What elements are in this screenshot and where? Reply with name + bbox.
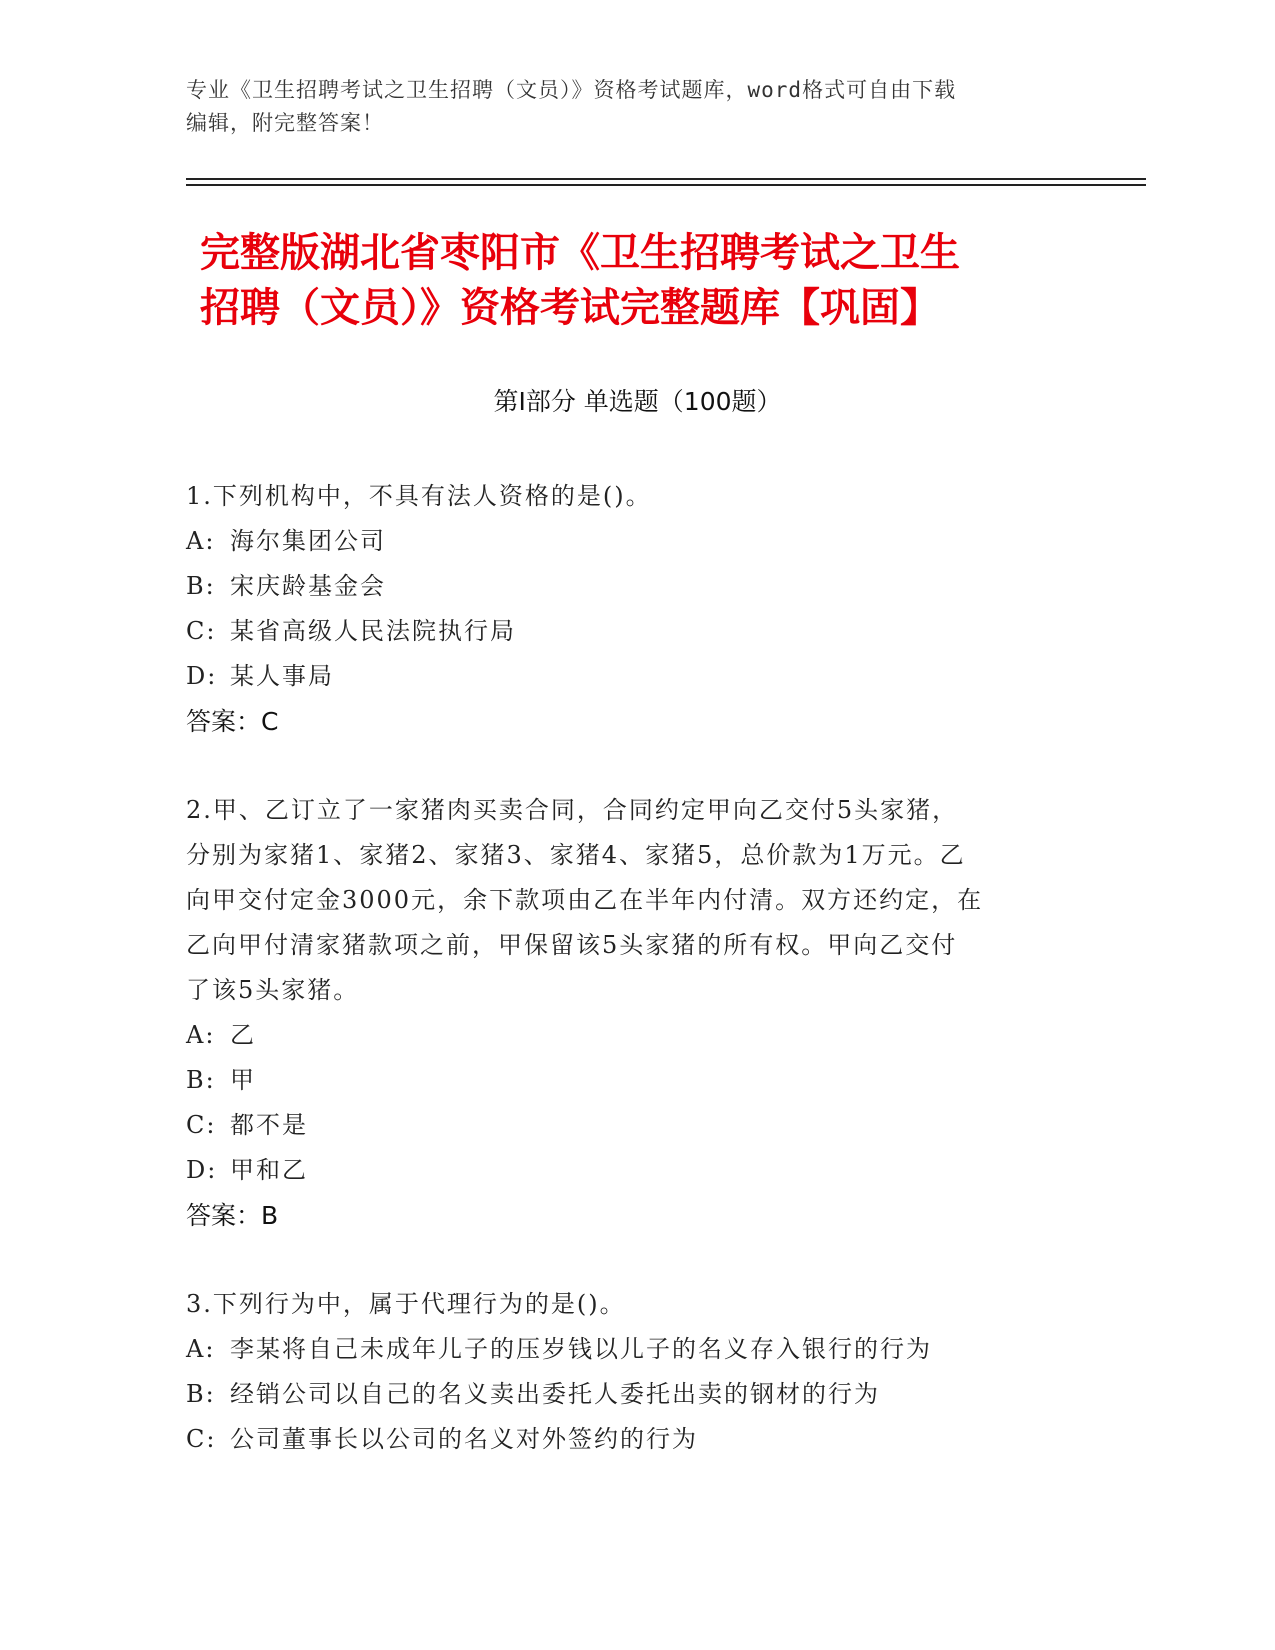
option-text: 公司董事长以公司的名义对外签约的行为 <box>230 1425 698 1453</box>
option-text: 甲和乙 <box>230 1156 308 1184</box>
header-divider-bottom <box>186 184 1146 186</box>
option-text: 某人事局 <box>230 662 334 690</box>
header-note <box>186 74 1086 140</box>
option-text: 李某将自己未成年儿子的压岁钱以儿子的名义存入银行的行为 <box>230 1335 932 1363</box>
document-title-line-1: 完整版湖北省枣阳市《卫生招聘考试之卫生 <box>200 230 960 276</box>
question-2-option-d <box>186 1148 1086 1193</box>
option-text: 宋庆龄基金会 <box>230 572 386 600</box>
question-1-stem: 1.下列机构中，不具有法人资格的是()。 <box>186 482 652 510</box>
document-title <box>200 226 1090 336</box>
option-letter: C: <box>186 1425 217 1453</box>
option-letter: A: <box>186 1021 216 1049</box>
question-1-option-d <box>186 654 1086 699</box>
question-3-option-a <box>186 1327 1086 1372</box>
option-text: 海尔集团公司 <box>230 527 386 555</box>
question-3-option-c <box>186 1417 1086 1462</box>
question-1-option-b <box>186 564 1086 609</box>
option-letter: D: <box>186 1156 218 1184</box>
question-1-option-a <box>186 519 1086 564</box>
option-text: 某省高级人民法院执行局 <box>230 617 516 645</box>
option-letter: B: <box>186 1066 216 1094</box>
question-2-option-a <box>186 1013 1086 1058</box>
question-2-stem-line: 向甲交付定金3000元，余下款项由乙在半年内付清。双方还约定，在 <box>186 886 984 914</box>
document-title-line-2: 招聘（文员）》资格考试完整题库【巩固】 <box>200 285 940 331</box>
question-1 <box>186 474 1086 744</box>
option-text: 都不是 <box>230 1111 308 1139</box>
question-2-stem-line: 分别为家猪1、家猪2、家猪3、家猪4、家猪5，总价款为1万元。乙 <box>186 841 966 869</box>
option-letter: A: <box>186 527 216 555</box>
question-2-stem-line: 了该5头家猪。 <box>186 976 360 1004</box>
question-list <box>186 474 1086 1506</box>
option-text: 乙 <box>230 1021 256 1049</box>
option-letter: B: <box>186 572 216 600</box>
question-2-stem-line: 乙向甲付清家猪款项之前，甲保留该5头家猪的所有权。甲向乙交付 <box>186 931 958 959</box>
section-title: 第Ⅰ部分 单选题（100题） <box>493 387 782 416</box>
option-letter: C: <box>186 617 217 645</box>
header-divider-top <box>186 178 1146 180</box>
header-note-line-2: 编辑，附完整答案！ <box>186 111 384 135</box>
question-2-answer: 答案：B <box>186 1201 279 1230</box>
header-note-line-1: 专业《卫生招聘考试之卫生招聘（文员）》资格考试题库，word格式可自由下载 <box>186 78 957 102</box>
option-letter: D: <box>186 662 218 690</box>
question-2-stem-line: 2.甲、乙订立了一家猪肉买卖合同，合同约定甲向乙交付5头家猪， <box>186 796 959 824</box>
option-letter: B: <box>186 1380 216 1408</box>
option-text: 经销公司以自己的名义卖出委托人委托出卖的钢材的行为 <box>230 1380 880 1408</box>
option-letter: A: <box>186 1335 216 1363</box>
question-2-option-b <box>186 1058 1086 1103</box>
question-2 <box>186 788 1086 1238</box>
question-3-option-b <box>186 1372 1086 1417</box>
option-letter: C: <box>186 1111 217 1139</box>
question-1-option-c <box>186 609 1086 654</box>
question-1-answer: 答案：C <box>186 707 279 736</box>
question-3-stem: 3.下列行为中，属于代理行为的是()。 <box>186 1290 626 1318</box>
question-2-option-c <box>186 1103 1086 1148</box>
question-3 <box>186 1282 1086 1462</box>
option-text: 甲 <box>230 1066 256 1094</box>
